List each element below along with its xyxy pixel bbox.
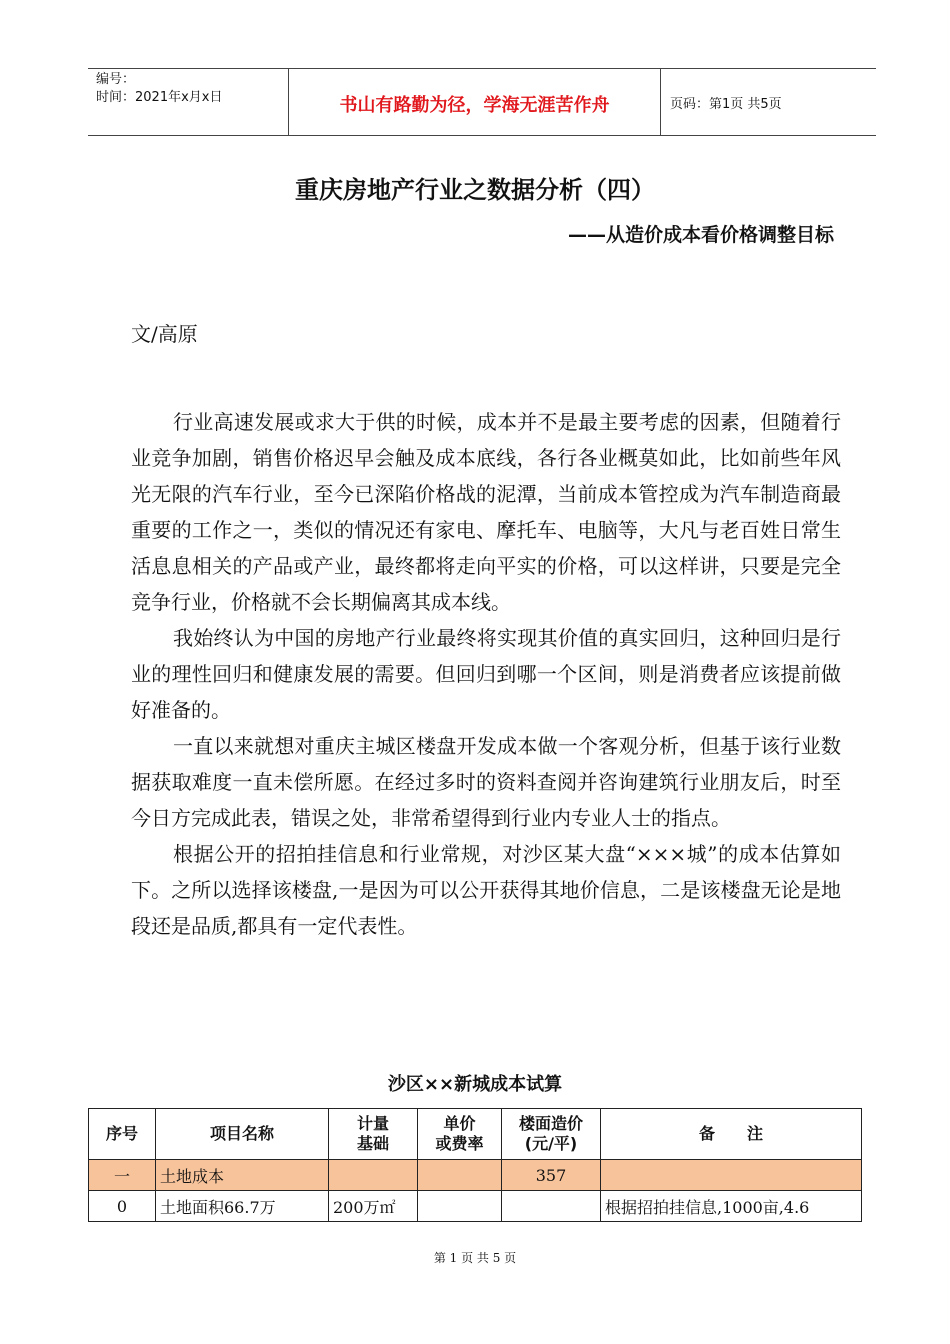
page-header <box>88 68 876 136</box>
header-number-label: 编号： <box>96 72 136 87</box>
header-divider <box>660 69 661 135</box>
table-header-row <box>89 1109 862 1160</box>
header-time-label: 时间：2021年x月x日 <box>96 90 223 105</box>
cell-cost <box>502 1191 601 1222</box>
header-price <box>418 1109 502 1160</box>
table-row <box>89 1160 862 1191</box>
cell-cost: 357 <box>502 1160 601 1191</box>
header-cost <box>502 1109 601 1160</box>
header-basis-line2: 基础 <box>356 1134 389 1153</box>
cell-price <box>418 1191 502 1222</box>
cell-price <box>418 1160 502 1191</box>
body-paragraph: 一直以来就想对重庆主城区楼盘开发成本做一个客观分析，但基于该行业数据获取难度一直未偿所愿。在经过多时的资料查阅并咨询建筑行业朋友后，时至今日方完成此表，错误之处，非常希望得到行业内专业人士的指点。 <box>131 734 841 830</box>
cost-table <box>88 1108 862 1222</box>
body-paragraph: 我始终认为中国的房地产行业最终将实现其价值的真实回归，这种回归是行业的理性回归和健康发展的需要。但回归到哪一个区间，则是消费者应该提前做好准备的。 <box>131 626 841 722</box>
cell-note <box>601 1160 862 1191</box>
header-basis-line1: 计量 <box>356 1114 389 1133</box>
cell-seq: 一 <box>89 1160 156 1191</box>
header-page-info: 页码：第1页 共5页 <box>670 97 782 112</box>
header-motto: 书山有路勤为径，学海无涯苦作舟 <box>339 95 610 116</box>
header-note: 备 注 <box>601 1109 862 1160</box>
cell-name: 土地面积66.7万 <box>156 1191 329 1222</box>
table-title: 沙区××新城成本试算 <box>387 1074 563 1095</box>
header-price-line2: 或费率 <box>435 1134 484 1153</box>
header-meta <box>96 71 222 107</box>
document-title: 重庆房地产行业之数据分析（四） <box>295 176 655 204</box>
document-body <box>131 404 841 944</box>
page-footer: 第 1 页 共 5 页 <box>433 1251 517 1265</box>
header-seq: 序号 <box>89 1109 156 1160</box>
table-row <box>89 1191 862 1222</box>
cell-basis <box>329 1160 418 1191</box>
cell-basis: 200万㎡ <box>329 1191 418 1222</box>
header-price-line1: 单价 <box>443 1114 476 1133</box>
cell-name: 土地成本 <box>156 1160 329 1191</box>
cell-note: 根据招拍挂信息,1000亩,4.6 <box>601 1191 862 1222</box>
header-basis <box>329 1109 418 1160</box>
header-cost-line2: (元/平) <box>524 1134 578 1153</box>
body-paragraph: 行业高速发展或求大于供的时候，成本并不是最主要考虑的因素，但随着行业竞争加剧，销售价格迟早会触及成本底线，各行各业概莫如此，比如前些年风光无限的汽车行业，至今已深陷价格战的泥潭，当前成本管控成为汽车制造商最重要的工作之一，类似的情况还有家电、摩托车、电脑等，大凡与老百姓日常生活息息相关的产品或产业，最终都将走向平实的价格，可以这样讲，只要是完全竞争行业，价格就不会长期偏离其成本线。 <box>131 410 841 614</box>
cell-seq: 0 <box>89 1191 156 1222</box>
header-name: 项目名称 <box>156 1109 329 1160</box>
body-paragraph: 根据公开的招拍挂信息和行业常规，对沙区某大盘“×××城”的成本估算如下。之所以选择该楼盘,一是因为可以公开获得其地价信息，二是该楼盘无论是地段还是品质,都具有一定代表性。 <box>131 842 841 938</box>
document-author: 文/高原 <box>131 322 198 346</box>
document-subtitle: ——从造价成本看价格调整目标 <box>567 224 834 246</box>
header-cost-line1: 楼面造价 <box>518 1114 583 1133</box>
